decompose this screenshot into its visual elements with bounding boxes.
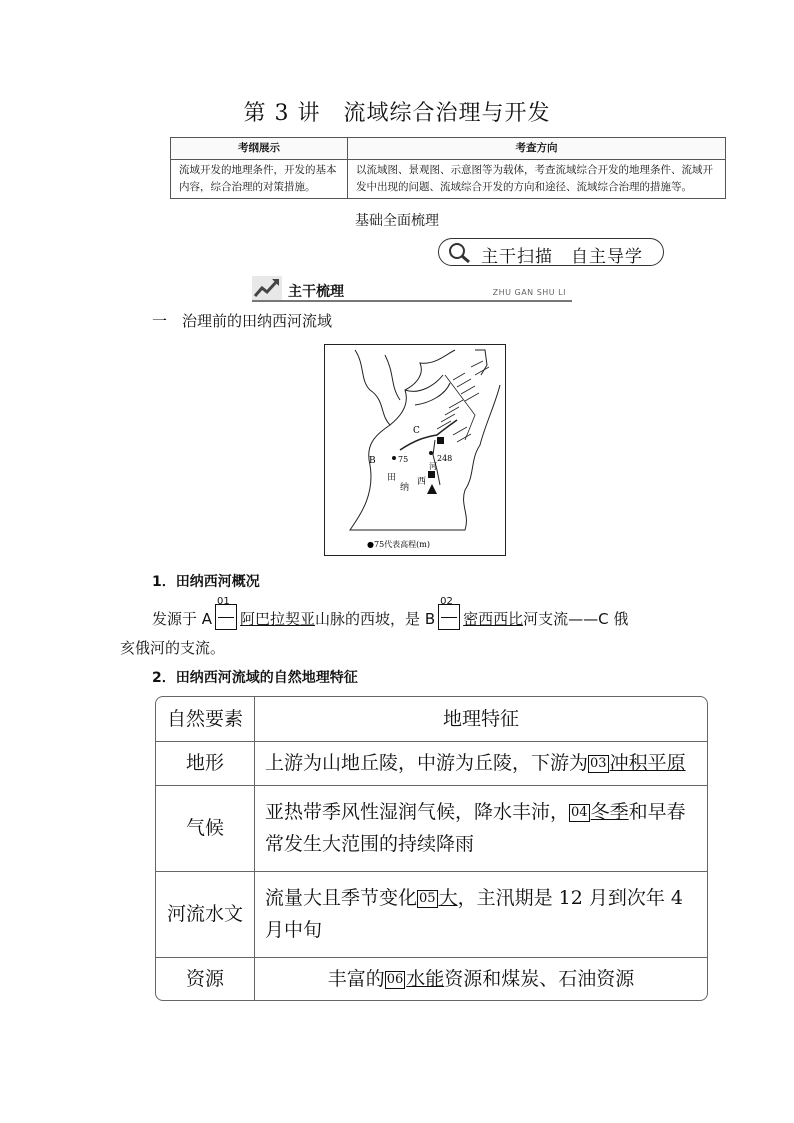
section-heading: 基础全面梳理 [355, 213, 439, 229]
row-value [255, 871, 708, 957]
answer-box-01 [215, 596, 237, 630]
text-segment: ，主汛期是 12 月到次年 4 月中旬 [265, 887, 683, 941]
row-key: 气候 [156, 785, 255, 871]
map-label-na: 纳 [400, 483, 410, 493]
text-segment: 亚热带季风性湿润气候，降水丰沛， [265, 801, 570, 823]
row-key: 河流水文 [156, 871, 255, 957]
map-square-1 [437, 437, 444, 444]
text-segment: 丰富的 [327, 968, 385, 991]
answer-number: 02 [440, 596, 453, 607]
syllabus-col-header: 考纲展示 [171, 138, 348, 160]
row-value [255, 957, 708, 1001]
heading-overview: 1．田纳西河概况 [152, 574, 260, 590]
answer-06: 水能 [406, 968, 445, 991]
banner-pinyin: ZHU GAN SHU LI [492, 288, 566, 297]
text-segment: 资源和煤炭、石油资源 [444, 968, 635, 991]
text-segment: 上游为山地丘陵，中游为丘陵，下游为 [265, 752, 589, 774]
row-key: 地形 [156, 741, 255, 785]
text-segment: 和早春常发生大范围的持续降雨 [265, 801, 686, 855]
pill-label: 主干扫描 自主导学 [481, 247, 643, 267]
answer-number: 01 [217, 596, 230, 607]
syllabus-table [170, 137, 726, 199]
text-segment: 山脉的西坡，是 B [315, 610, 436, 628]
map-legend: ●75代表高程(m) [367, 540, 430, 549]
row-value [255, 785, 708, 871]
map-label-c: C [413, 426, 420, 436]
overview-line-1 [152, 596, 629, 630]
answer-number: 04 [571, 805, 588, 820]
banner-rule [252, 300, 572, 302]
answer-box-rule [218, 617, 234, 618]
header-element: 自然要素 [156, 697, 255, 741]
map-label-b: B [369, 456, 376, 466]
header-feature: 地理特征 [255, 697, 708, 741]
banner-label: 主干梳理 [288, 284, 344, 300]
map-label-248: 248 [437, 454, 453, 463]
map-dot-75 [392, 456, 396, 460]
map-label-tian: 田 [387, 473, 397, 483]
answer-03: 冲积平原 [609, 752, 686, 774]
map-label-he: 河 [429, 462, 437, 471]
answer-01: 阿巴拉契亚 [240, 610, 316, 628]
row-value [255, 741, 708, 785]
heading-features: 2．田纳西河流域的自然地理特征 [152, 670, 358, 686]
scan-pill [438, 238, 664, 266]
row-key: 资源 [156, 957, 255, 1001]
map-label-75: 75 [398, 455, 409, 464]
features-table [155, 696, 708, 1001]
trunk-banner [252, 274, 572, 302]
answer-04: 冬季 [590, 801, 629, 823]
syllabus-cell: 流域开发的地理条件，开发的基本内容，综合治理的对策措施。 [171, 160, 348, 199]
text-segment: 流量大且季节变化 [265, 887, 418, 909]
text-segment: 发源于 A [152, 610, 213, 628]
answer-number: 06 [386, 972, 404, 988]
answer-05: 大 [438, 887, 458, 909]
answer-02: 密西西比 [463, 610, 524, 628]
map-dot-248 [429, 451, 433, 455]
answer-number: 03 [590, 756, 607, 771]
map-square-2 [428, 471, 435, 478]
basin-map [324, 344, 506, 556]
answer-box-rule [441, 617, 457, 618]
map-label-xi: 西 [417, 477, 427, 487]
overview-line-2: 亥俄河的支流。 [120, 639, 226, 657]
direction-cell: 以流域图、景观图、示意图等为载体，考查流域综合开发的地理条件、流域开发中出现的问题、流域综合开发的方向和途径、流域综合治理的措施等。 [348, 160, 726, 199]
direction-col-header: 考查方向 [348, 138, 726, 160]
answer-number: 05 [419, 891, 436, 906]
text-segment: 河支流——C 俄 [523, 610, 629, 628]
answer-box-02 [438, 596, 460, 630]
subsection-title: 一 治理前的田纳西河流域 [152, 312, 333, 330]
map-triangle [427, 484, 437, 494]
page-title: 第 3 讲 流域综合治理与开发 [243, 101, 551, 126]
magnifier-icon [447, 242, 477, 269]
